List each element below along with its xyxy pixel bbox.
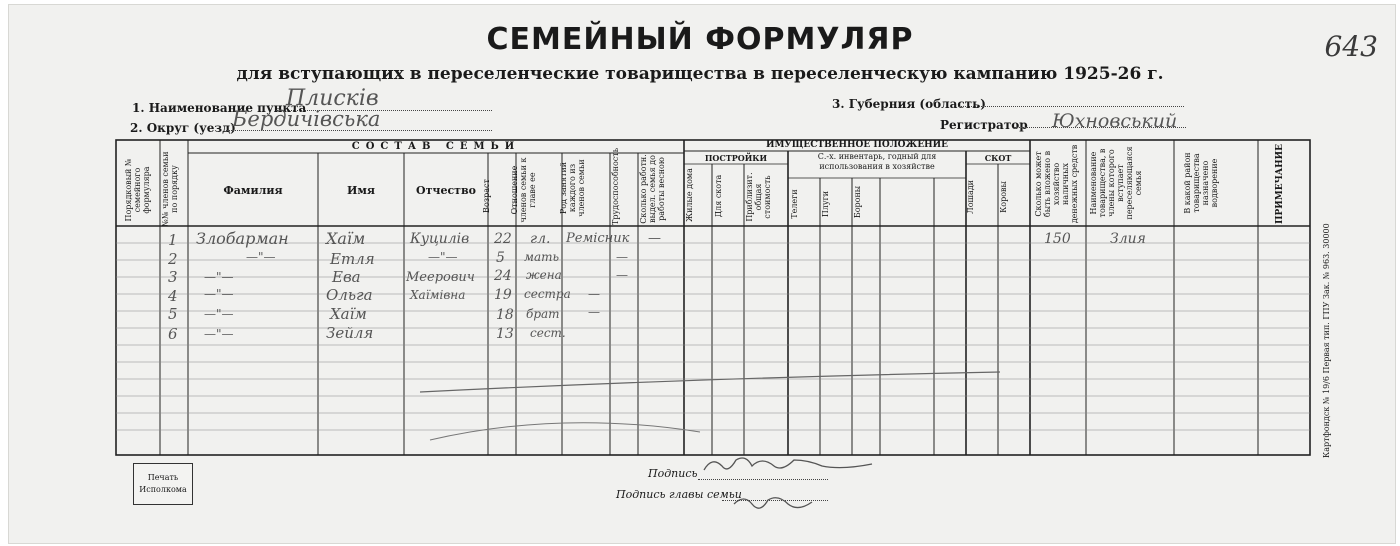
row-6-name: Зейля bbox=[326, 324, 374, 342]
row-4-patronymic: Хаїмівна bbox=[410, 288, 466, 302]
group-header-property: ИМУЩЕСТВЕННОЕ ПОЛОЖЕНИЕ bbox=[765, 140, 949, 150]
row-2-surname: —"— bbox=[246, 250, 276, 264]
col-header-workers: Сколько работн. выдел. семья до работы весною bbox=[639, 154, 666, 224]
col-header-member-no: №№ членов семьи по порядку bbox=[161, 151, 179, 227]
row-5-surname: —"— bbox=[204, 307, 234, 321]
row-1-name: Хаїм bbox=[326, 229, 366, 248]
row-2-patronymic: —"— bbox=[428, 250, 458, 264]
row-2-workable: — bbox=[616, 250, 628, 264]
row-1-relation: гл. bbox=[530, 231, 551, 247]
row-4-name: Ольга bbox=[326, 286, 373, 304]
col-header-horses: Лошади bbox=[966, 180, 975, 214]
row-3-relation: жена bbox=[526, 268, 562, 282]
row-1-surname: Злобарман bbox=[196, 229, 289, 248]
row-1-patronymic: Куцилів bbox=[410, 231, 470, 247]
stamp-box bbox=[133, 463, 193, 505]
head-signature-label: Подпись главы семьи bbox=[616, 488, 742, 501]
row-1-no: 1 bbox=[168, 231, 178, 249]
print-note: Картфондск № 19/6 Первая тип. ГПУ Зак. № 963. 30000 bbox=[1322, 223, 1331, 458]
row-6-surname: —"— bbox=[204, 327, 234, 341]
group-header-family: СОСТАВ СЕМЬИ bbox=[351, 141, 521, 152]
row-6-relation: сест. bbox=[530, 326, 566, 340]
row-5-workable: — bbox=[588, 305, 600, 319]
row-4-relation: сестра bbox=[524, 287, 571, 301]
col-header-harrows: Бороны bbox=[853, 185, 862, 219]
district-label: 2. Округ (уезд) bbox=[130, 121, 236, 135]
document-title: СЕМЕЙНЫЙ ФОРМУЛЯР bbox=[486, 22, 914, 57]
group-header-buildings: ПОСТРОЙКИ bbox=[704, 153, 768, 163]
registrar-value: Юхновський bbox=[1052, 110, 1178, 132]
row-1-workers: — bbox=[648, 231, 661, 246]
col-header-carts: Телеги bbox=[790, 189, 799, 219]
group-header-livestock: СКОТ bbox=[984, 153, 1012, 163]
col-header-cows: Коровы bbox=[999, 181, 1008, 213]
province-label: 3. Губерния (область) bbox=[832, 97, 986, 111]
col-header-workable: Трудоспособность bbox=[611, 147, 620, 225]
row-2-relation: мать bbox=[524, 250, 560, 264]
row-1-occupation: Ремісник bbox=[566, 231, 630, 246]
col-header-houses: Жилые дома bbox=[685, 168, 694, 222]
row-2-name: Етля bbox=[330, 250, 375, 268]
row-3-no: 3 bbox=[168, 268, 178, 286]
row-3-surname: —"— bbox=[204, 270, 234, 284]
col-header-patronymic: Отчество bbox=[416, 184, 476, 197]
col-header-barns: Для скота bbox=[714, 174, 723, 218]
document-subtitle: для вступающих в переселенческие товарищества в переселенческую кампанию 1925-26 г. bbox=[236, 64, 1164, 84]
stamp-label: Печать Исполкома bbox=[139, 473, 187, 494]
row-5-relation: брат bbox=[526, 307, 560, 321]
col-header-form-no: Порядковый № семейного формуляра bbox=[124, 158, 151, 222]
col-header-partnership: Наименование товарищества, в члены которого вступает переселяющаяся семья bbox=[1089, 146, 1143, 220]
row-3-age: 24 bbox=[494, 268, 512, 284]
point-label: 1. Наименование пункта bbox=[132, 101, 307, 115]
row-3-workable: — bbox=[616, 268, 628, 282]
col-header-notes: ПРИМЕЧАНИЕ bbox=[1275, 144, 1285, 225]
row-4-age: 19 bbox=[494, 287, 512, 303]
row-2-no: 2 bbox=[168, 250, 178, 268]
row-1-cash: 150 bbox=[1044, 231, 1071, 247]
col-header-occupation: Род занятий каждого из членов семьи bbox=[559, 159, 586, 217]
row-5-name: Хаїм bbox=[330, 305, 367, 323]
col-header-surname: Фамилия bbox=[223, 184, 283, 197]
col-header-cash: Сколько может быть вложено в хозяйство наличных денежных средств bbox=[1034, 144, 1079, 224]
row-6-age: 13 bbox=[496, 326, 514, 342]
row-2-age: 5 bbox=[496, 250, 505, 266]
row-5-age: 18 bbox=[496, 307, 514, 323]
row-3-name: Ева bbox=[332, 268, 361, 286]
signature-line bbox=[698, 479, 828, 480]
head-signature-line bbox=[722, 500, 828, 501]
district-value: Бердичівська bbox=[232, 107, 381, 131]
col-header-region: В какой район товарищества назначено водворение bbox=[1183, 152, 1219, 214]
row-5-no: 5 bbox=[168, 305, 178, 323]
registrar-label: Регистратор bbox=[940, 118, 1028, 132]
col-header-age: Возраст bbox=[482, 179, 491, 213]
row-4-workable: — bbox=[588, 287, 600, 301]
col-header-ploughs: Плуги bbox=[821, 190, 830, 218]
row-1-partnership: Злия bbox=[1110, 231, 1146, 247]
row-1-age: 22 bbox=[494, 231, 512, 247]
row-6-no: 6 bbox=[168, 325, 178, 343]
point-value: Плисків bbox=[286, 86, 379, 111]
col-header-relation: Отношение членов семьи к главе ее bbox=[510, 157, 537, 223]
row-4-no: 4 bbox=[168, 287, 178, 305]
row-4-surname: —"— bbox=[204, 287, 234, 301]
col-header-value: Приблизит. общая стоимость bbox=[745, 172, 772, 222]
archive-number: 643 bbox=[1324, 30, 1378, 63]
group-header-inventory: С.-х. инвентарь, годный для использования в хозяйстве bbox=[817, 152, 937, 171]
row-3-patronymic: Меерович bbox=[406, 270, 475, 285]
col-header-name: Имя bbox=[346, 184, 376, 197]
signature-label: Подпись bbox=[648, 467, 698, 480]
